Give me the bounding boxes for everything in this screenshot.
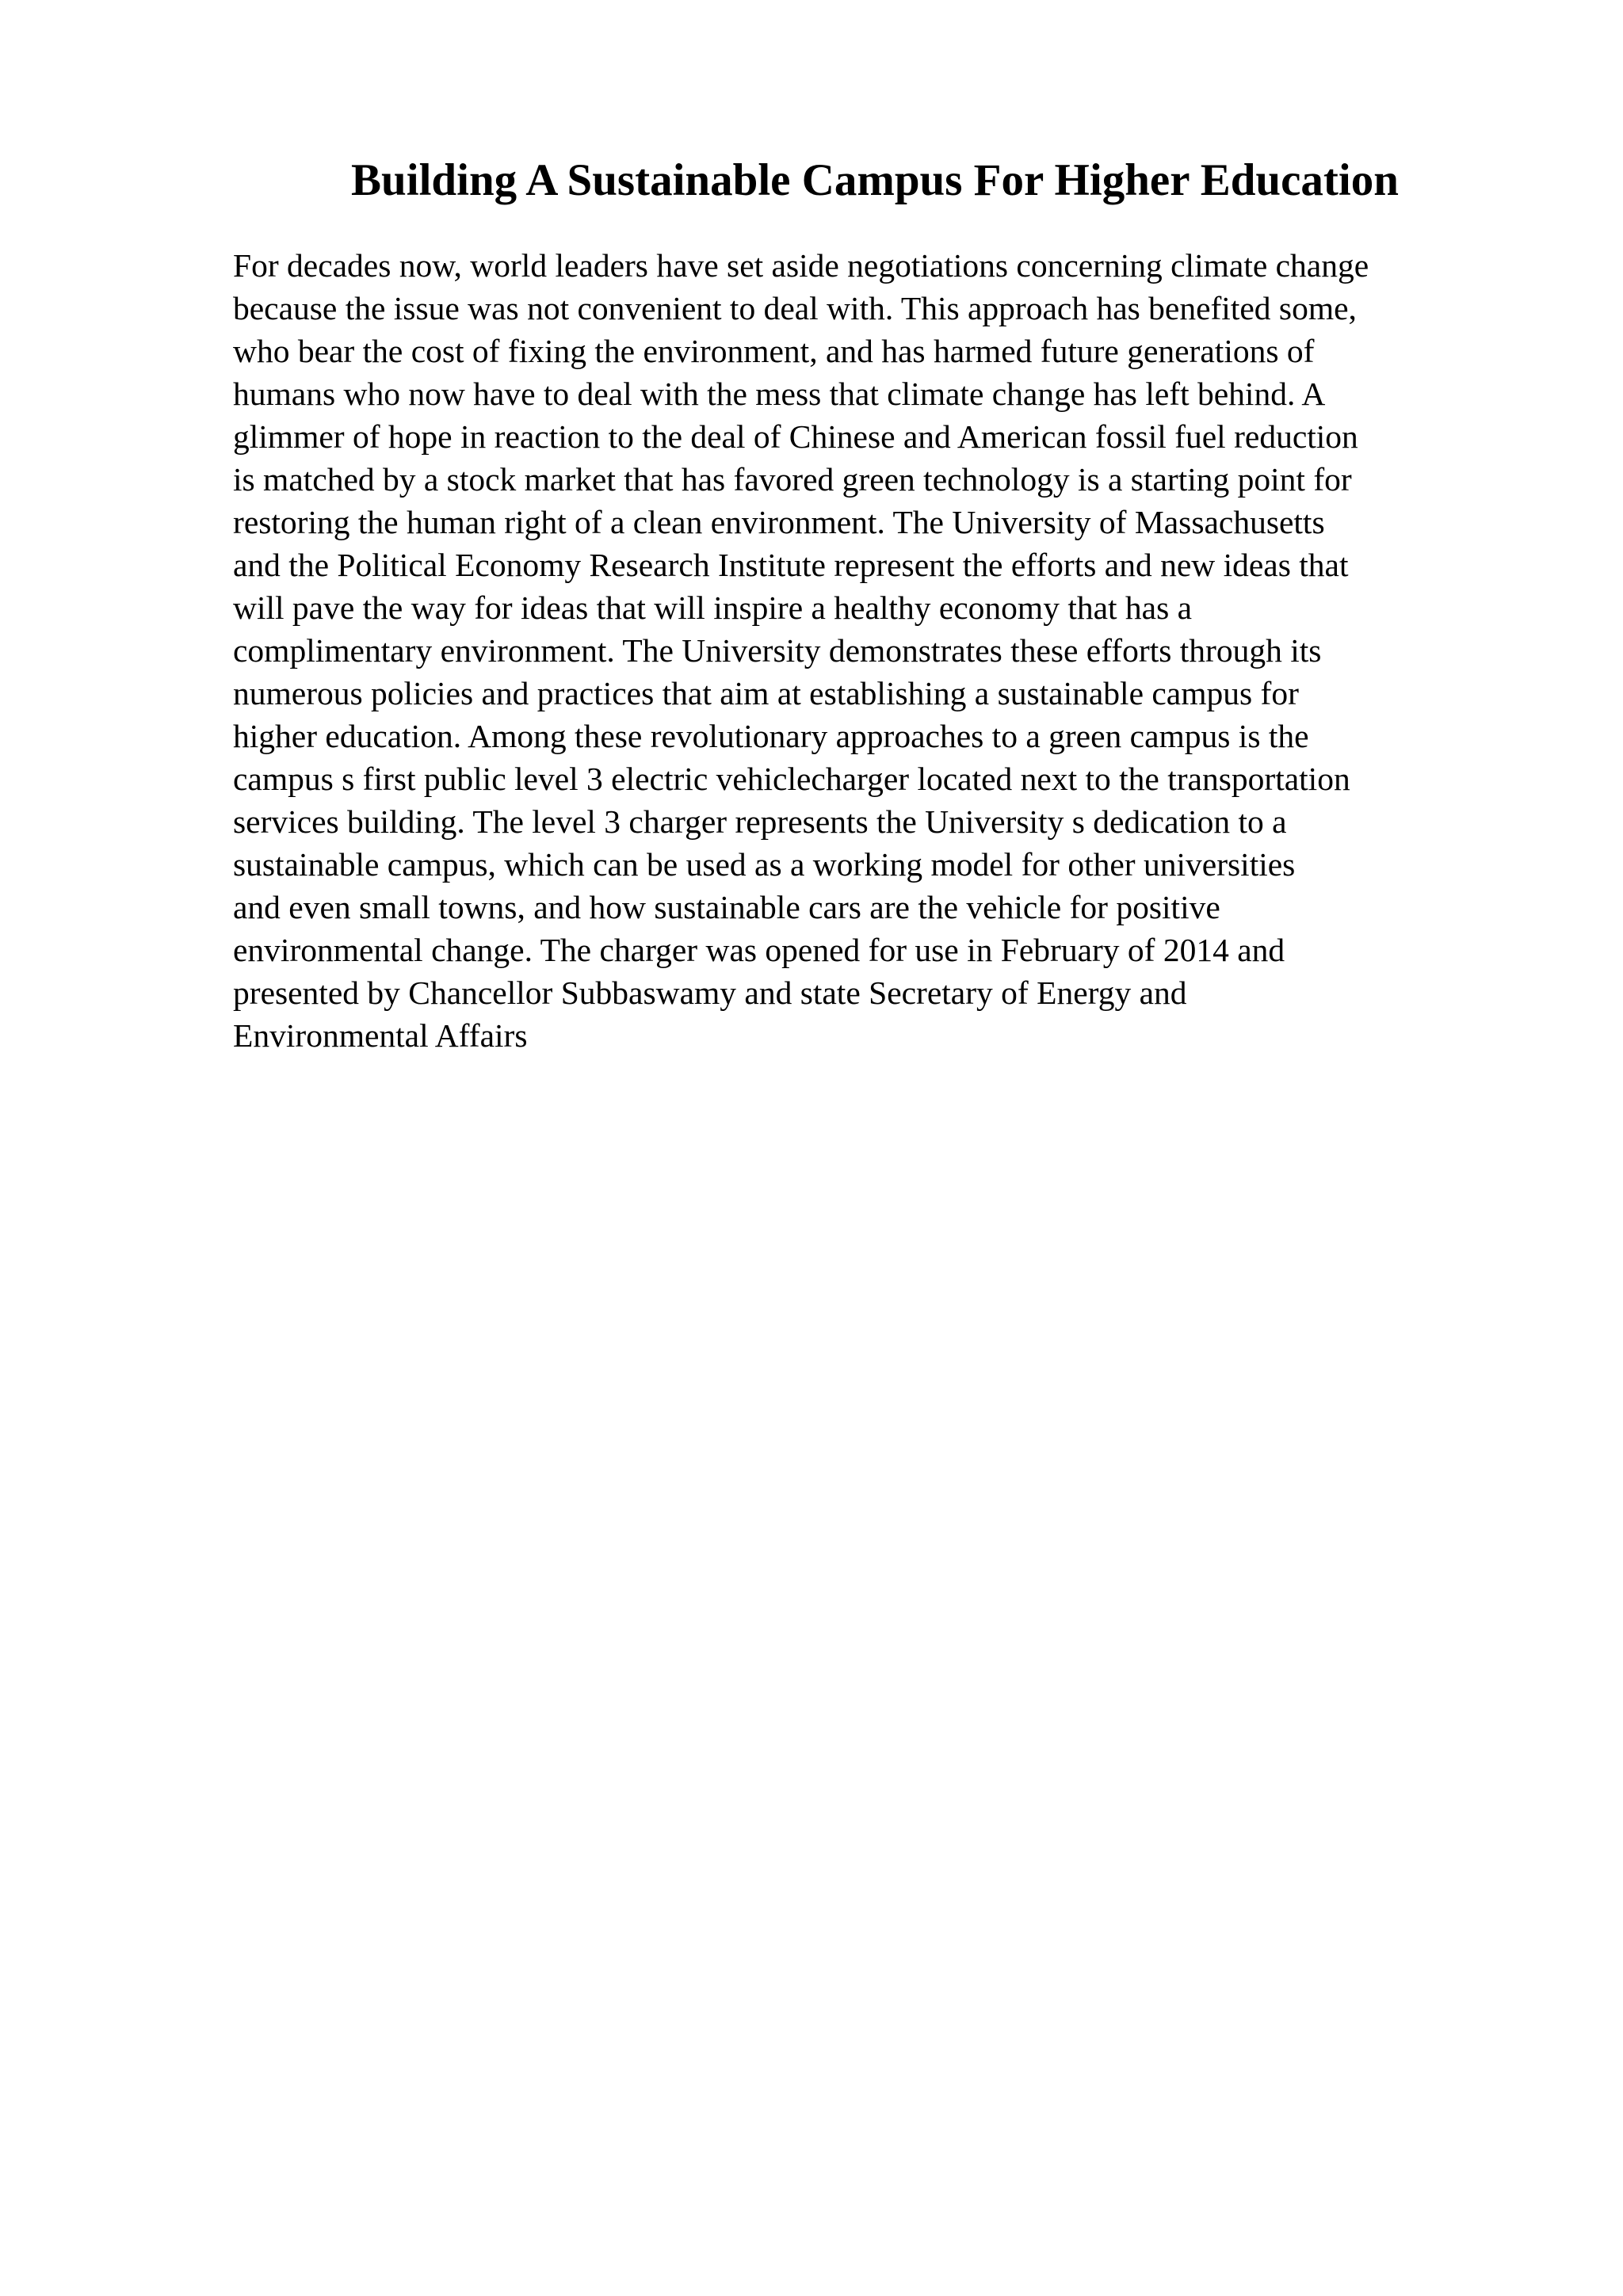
document-title: Building A Sustainable Campus For Higher Education xyxy=(351,155,1399,205)
body-line: glimmer of hope in reaction to the deal of Chinese and American fossil fuel reduction xyxy=(233,418,1358,455)
body-line: because the issue was not convenient to deal with. This approach has benefited some, xyxy=(233,290,1357,326)
body-line: Environmental Affairs xyxy=(233,1017,528,1054)
body-line: and the Political Economy Research Institute represent the efforts and new ideas that xyxy=(233,547,1349,583)
body-line: restoring the human right of a clean environment. The University of Massachusetts xyxy=(233,504,1325,540)
body-line: will pave the way for ideas that will inspire a healthy economy that has a xyxy=(233,589,1193,626)
body-line: numerous policies and practices that aim at establishing a sustainable campus for xyxy=(233,675,1299,711)
body-line: and even small towns, and how sustainable cars are the vehicle for positive xyxy=(233,889,1220,925)
body-line: higher education. Among these revolutionary approaches to a green campus is the xyxy=(233,718,1309,754)
body-line: environmental change. The charger was opened for use in February of 2014 and xyxy=(233,932,1285,968)
body-line: who bear the cost of fixing the environment, and has harmed future generations of xyxy=(233,333,1315,369)
body-line: services building. The level 3 charger represents the University s dedication to a xyxy=(233,803,1287,840)
body-line: presented by Chancellor Subbaswamy and state Secretary of Energy and xyxy=(233,974,1187,1011)
body-line: humans who now have to deal with the mess that climate change has left behind. A xyxy=(233,376,1326,412)
body-line: sustainable campus, which can be used as a working model for other universities xyxy=(233,846,1296,883)
body-line: is matched by a stock market that has favored green technology is a starting point for xyxy=(233,461,1352,498)
document-body xyxy=(233,244,1533,1057)
body-line: campus s first public level 3 electric vehiclecharger located next to the transportation xyxy=(233,761,1350,797)
body-line: For decades now, world leaders have set aside negotiations concerning climate change xyxy=(233,247,1369,284)
body-line: complimentary environment. The University demonstrates these efforts through its xyxy=(233,632,1322,669)
